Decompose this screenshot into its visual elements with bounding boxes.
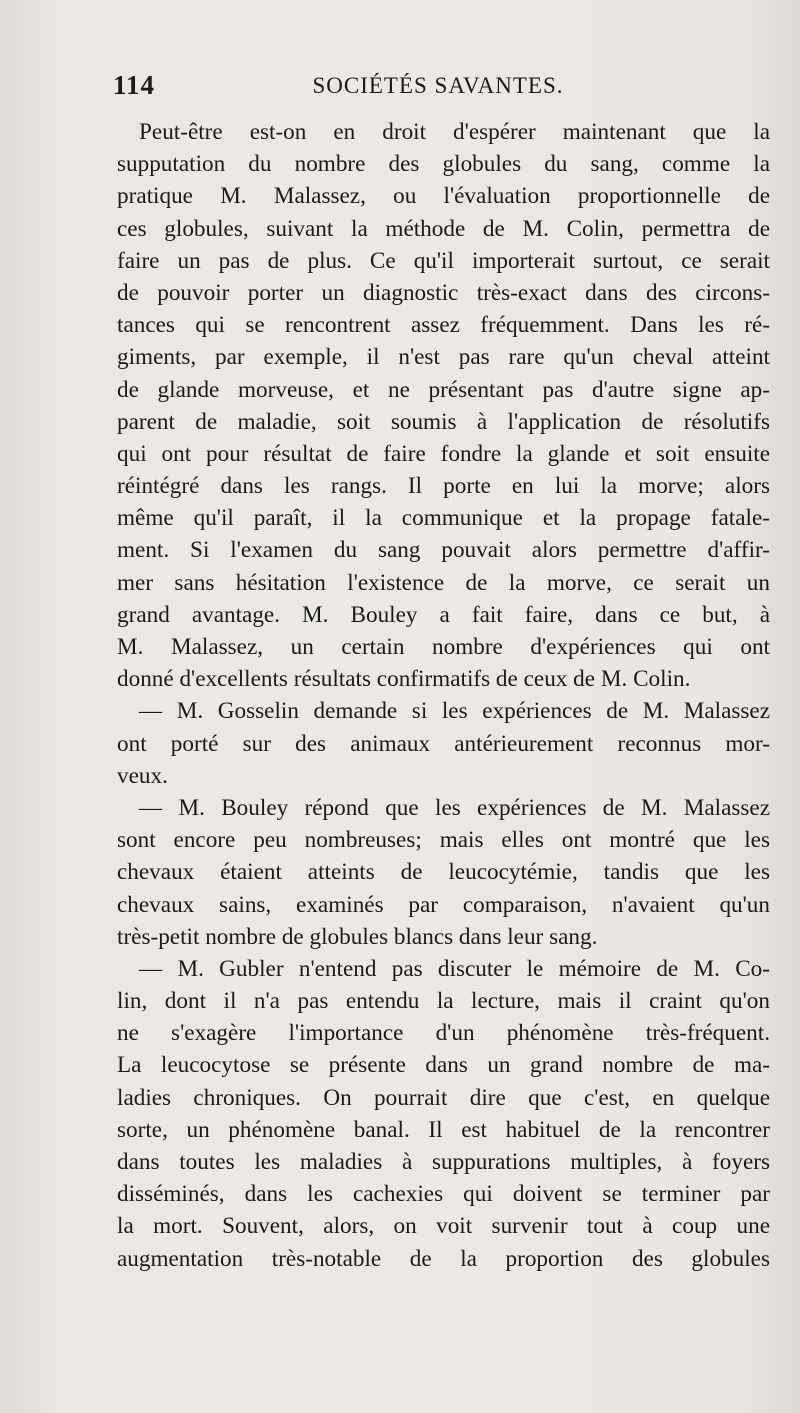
text-line: faire un pas de plus. Ce qu'il importerait surtout, ce serait (117, 247, 770, 274)
text-line: — M. Bouley répond que les expériences de M. Malassez (139, 794, 770, 821)
text-line: même qu'il paraît, il la communique et la propage fatale- (117, 505, 770, 532)
text-line: ne s'exagère l'importance d'un phénomène très-fréquent. (117, 1020, 770, 1047)
body-text (117, 116, 770, 1275)
text-line: dans toutes les maladies à suppurations multiples, à foyers (117, 1149, 770, 1175)
text-line: sont encore peu nombreuses; mais elles ont montré que les (117, 827, 770, 854)
text-line: supputation du nombre des globules du sang, comme la (117, 151, 770, 178)
text-line: chevaux étaient atteints de leucocytémie, tandis que les (117, 859, 770, 886)
text-line: parent de maladie, soit soumis à l'application de résolutifs (117, 408, 770, 435)
text-line: La leucocytose se présente dans un grand nombre de ma- (117, 1052, 770, 1079)
text-line: ces globules, suivant la méthode de M. Colin, permettra de (117, 215, 770, 242)
text-line: — M. Gosselin demande si les expériences de M. Malassez (139, 698, 770, 725)
text-line: — M. Gubler n'entend pas discuter le mémoire de M. Co- (139, 955, 770, 982)
text-line: augmentation très-notable de la proportion des globules (117, 1245, 770, 1272)
text-line: lin, dont il n'a pas entendu la lecture, mais il craint qu'on (117, 988, 770, 1015)
page-number: 114 (113, 70, 156, 100)
text-line: Peut-être est-on en droit d'espérer maintenant que la (139, 119, 770, 145)
text-line: ladies chroniques. On pourrait dire que c'est, en quelque (117, 1084, 770, 1111)
text-line: M. Malassez, un certain nombre d'expériences qui ont (117, 634, 770, 660)
text-line: ment. Si l'examen du sang pouvait alors permettre d'affir- (117, 537, 770, 564)
text-line: mer sans hésitation l'existence de la morve, ce serait un (117, 569, 770, 596)
text-line: réintégré dans les rangs. Il porte en lui la morve; alors (117, 473, 770, 500)
text-line: giments, par exemple, il n'est pas rare qu'un cheval atteint (117, 344, 770, 371)
page-header (113, 70, 763, 110)
text-line: de glande morveuse, et ne présentant pas d'autre signe ap- (117, 376, 770, 403)
text-line: tances qui se rencontrent assez fréquemment. Dans les ré- (117, 312, 770, 339)
text-line: sorte, un phénomène banal. Il est habituel de la rencontrer (117, 1116, 770, 1143)
text-line: très-petit nombre de globules blancs dans leur sang. (117, 923, 598, 950)
text-line: veux. (117, 762, 168, 789)
running-head: SOCIÉTÉS SAVANTES. (312, 73, 564, 98)
text-line: la mort. Souvent, alors, on voit survenir tout à coup une (117, 1213, 770, 1240)
text-line: ont porté sur des animaux antérieurement reconnus mor- (117, 730, 770, 757)
text-line: pratique M. Malassez, ou l'évaluation proportionnelle de (117, 183, 770, 210)
text-line: chevaux sains, examinés par comparaison, n'avaient qu'un (117, 891, 770, 918)
text-line: donné d'excellents résultats confirmatifs de ceux de M. Colin. (117, 666, 691, 693)
text-line: qui ont pour résultat de faire fondre la glande et soit ensuite (117, 440, 770, 467)
text-line: grand avantage. M. Bouley a fait faire, dans ce but, à (117, 601, 770, 628)
text-line: de pouvoir porter un diagnostic très-exact dans des circons- (117, 279, 770, 306)
text-line: disséminés, dans les cachexies qui doivent se terminer par (117, 1181, 770, 1208)
